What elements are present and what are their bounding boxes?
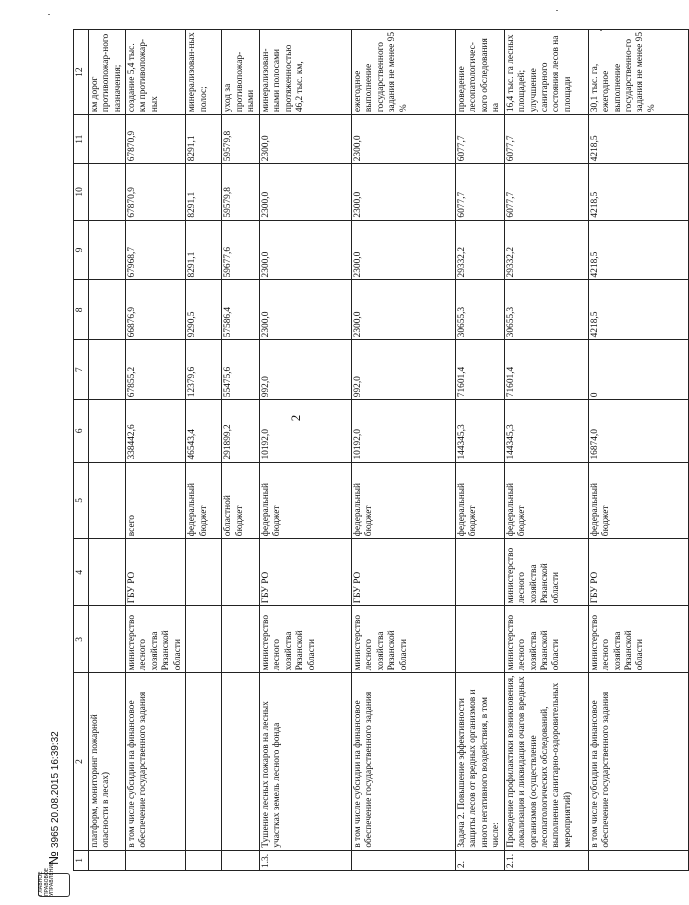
cell-col-10: 2300,0 (259, 164, 351, 220)
cell-col-7: 67855,2 (125, 340, 185, 400)
cell-col-7: 992,0 (351, 340, 455, 400)
table-header-row (74, 30, 89, 871)
registration-text: 3965 20.08.2015 16:39:32 (50, 731, 61, 849)
cell-col-6: 144345,3 (504, 400, 588, 462)
cell-col-10 (88, 164, 125, 220)
cell-col-10: 8291,1 (186, 164, 222, 220)
cell-col-3: министерство лесного хозяйства Рязанской области (351, 606, 455, 673)
cell-col-1 (351, 850, 455, 870)
cell-col-8: 4218,5 (588, 280, 688, 340)
cell-col-6: 10192,0 (259, 400, 351, 462)
cell-col-9: 67968,7 (125, 220, 185, 280)
cell-col-12: минерализован-ных полос; (186, 30, 222, 115)
cell-col-12: создание 5,4 тыс. км противопожар-ных (125, 30, 185, 115)
column-number-9: 9 (74, 220, 89, 280)
cell-col-11: 4218,5 (588, 115, 688, 164)
column-number-5: 5 (74, 462, 89, 539)
cell-col-12: уход за противопожар-ными (222, 30, 259, 115)
cell-col-6: 16874,0 (588, 400, 688, 462)
cell-col-4 (222, 539, 259, 606)
cell-col-5: всего (125, 462, 185, 539)
cell-col-11: 6077,7 (504, 115, 588, 164)
cell-col-11 (88, 115, 125, 164)
cell-col-5: федеральный бюджет (588, 462, 688, 539)
cell-col-5: областной бюджет (222, 462, 259, 539)
cell-col-2: в том числе субсидии на финансовое обеспечение государственного задания (125, 673, 185, 850)
cell-col-11: 2300,0 (351, 115, 455, 164)
cell-col-7: 12379,6 (186, 340, 222, 400)
cell-col-7: 55475,6 (222, 340, 259, 400)
cell-col-11: 8291,1 (186, 115, 222, 164)
cell-col-12: проведение лесопатологичес-кого обследования на (455, 30, 504, 115)
cell-col-11: 2300,0 (259, 115, 351, 164)
table-row (125, 30, 185, 871)
table-row (351, 30, 455, 871)
cell-col-3 (455, 606, 504, 673)
cell-col-12: 16,4 тыс. га лесных площадей; улучшение санитарного состояния лесов на площади (504, 30, 588, 115)
cell-col-1 (588, 850, 688, 870)
cell-col-9: 59677,6 (222, 220, 259, 280)
cell-col-8: 9290,5 (186, 280, 222, 340)
column-number-1: 1 (74, 850, 89, 870)
cell-col-11: 59579,8 (222, 115, 259, 164)
cell-col-6: 338442,6 (125, 400, 185, 462)
cell-col-2: Тушение лесных пожаров на лесных участках земель лесного фонда (259, 673, 351, 850)
cell-col-4 (88, 539, 125, 606)
column-number-7: 7 (74, 340, 89, 400)
cell-col-8: 2300,0 (259, 280, 351, 340)
number-sign: № (46, 851, 61, 865)
table-row (186, 30, 222, 871)
cell-col-5: федеральный бюджет (455, 462, 504, 539)
cell-col-12: 30,1 тыс. га, ежегодное выполнение государственно-го задания не менее 95 % (588, 30, 688, 115)
cell-col-8: 30655,3 (504, 280, 588, 340)
cell-col-8: 2300,0 (351, 280, 455, 340)
cell-col-10: 67870,9 (125, 164, 185, 220)
column-number-6: 6 (74, 400, 89, 462)
cell-col-5: федеральный бюджет (186, 462, 222, 539)
cell-col-7: 0 (588, 340, 688, 400)
cell-col-9 (88, 220, 125, 280)
cell-col-8 (88, 280, 125, 340)
cell-col-10: 59579,8 (222, 164, 259, 220)
registration-number (46, 731, 61, 865)
cell-col-9: 29332,2 (504, 220, 588, 280)
column-number-2: 2 (74, 673, 89, 850)
cell-col-2 (186, 673, 222, 850)
cell-col-10: 6077,7 (455, 164, 504, 220)
column-number-10: 10 (74, 164, 89, 220)
cell-col-4: ГБУ РО (588, 539, 688, 606)
seal-line: ГЛАВНОЕ (38, 871, 44, 896)
cell-col-6: 10192,0 (351, 400, 455, 462)
cell-col-2: в том числе субсидии на финансовое обеспечение государственного задания (351, 673, 455, 850)
cell-col-5 (88, 462, 125, 539)
table-row (88, 30, 125, 871)
cell-col-9: 8291,1 (186, 220, 222, 280)
column-number-12: 12 (74, 30, 89, 115)
cell-col-11: 67870,9 (125, 115, 185, 164)
cell-col-1 (186, 850, 222, 870)
cell-col-4 (186, 539, 222, 606)
cell-col-2: Задача 2. Повышение эффективности защиты лесов от вредных организмов и иного негативного воздействия, в том числе: (455, 673, 504, 850)
cell-col-1: 2. (455, 850, 504, 870)
cell-col-1: 1.3. (259, 850, 351, 870)
cell-col-3: министерство лесного хозяйства Рязанской области (504, 606, 588, 673)
cell-col-4: министерство лесного хозяйства Рязанской области (504, 539, 588, 606)
cell-col-1: 2.1. (504, 850, 588, 870)
cell-col-10: 2300,0 (351, 164, 455, 220)
cell-col-4: ГБУ РО (351, 539, 455, 606)
cell-col-9: 2300,0 (259, 220, 351, 280)
cell-col-1 (222, 850, 259, 870)
table-row (455, 30, 504, 871)
cell-col-9: 2300,0 (351, 220, 455, 280)
legal-department-seal (38, 861, 70, 897)
cell-col-1 (125, 850, 185, 870)
table-row (504, 30, 588, 871)
cell-col-10: 6077,7 (504, 164, 588, 220)
cell-col-2: Проведение профилактики возникновения, локализация и ликвидация очагов вредных организмов (осуществление лесопатологических обследований, выполнение санитарно-оздоровительных мероприятий) (504, 673, 588, 850)
budget-table (73, 29, 689, 871)
cell-col-12: км дорог противопожар-ного назначения; (88, 30, 125, 115)
cell-col-7: 71601,4 (455, 340, 504, 400)
table-row (222, 30, 259, 871)
cell-col-5: федеральный бюджет (504, 462, 588, 539)
column-number-4: 4 (74, 539, 89, 606)
cell-col-3 (186, 606, 222, 673)
seal-line: ПРАВОВОЕ (43, 867, 50, 896)
cell-col-2: в том числе субсидии на финансовое обеспечение государственного задания (588, 673, 688, 850)
cell-col-3: министерство лесного хозяйства Рязанской области (125, 606, 185, 673)
cell-col-12: минерализован-ными полосами протяженностью 46,2 тыс. км, (259, 30, 351, 115)
cell-col-6: 144345,3 (455, 400, 504, 462)
column-number-8: 8 (74, 280, 89, 340)
cell-col-8: 57586,4 (222, 280, 259, 340)
column-number-11: 11 (74, 115, 89, 164)
cell-col-6 (88, 400, 125, 462)
cell-col-3: министерство лесного хозяйства Рязанской области (588, 606, 688, 673)
cell-col-12: ежегодное выполнение государственного задания не менее 95 % (351, 30, 455, 115)
cell-col-3 (222, 606, 259, 673)
cell-col-4 (455, 539, 504, 606)
cell-col-5: федеральный бюджет (259, 462, 351, 539)
table-row (259, 30, 351, 871)
cell-col-9: 29332,2 (455, 220, 504, 280)
table-row (588, 30, 688, 871)
cell-col-6: 291899,2 (222, 400, 259, 462)
cell-col-4: ГБУ РО (259, 539, 351, 606)
cell-col-8: 66876,9 (125, 280, 185, 340)
cell-col-3: министерство лесного хозяйства Рязанской области (259, 606, 351, 673)
cell-col-7: 992,0 (259, 340, 351, 400)
registration-stamp (38, 731, 70, 899)
cell-col-3 (88, 606, 125, 673)
cell-col-5: федеральный бюджет (351, 462, 455, 539)
cell-col-6: 46543,4 (186, 400, 222, 462)
cell-col-11: 6077,7 (455, 115, 504, 164)
page-number: 2 (288, 414, 303, 422)
cell-col-2 (222, 673, 259, 850)
seal-line: УПРАВЛЕНИЕ (49, 861, 55, 896)
cell-col-7: 71601,4 (504, 340, 588, 400)
cell-col-4: ГБУ РО (125, 539, 185, 606)
cell-col-10: 4218,5 (588, 164, 688, 220)
cell-col-9: 4218,5 (588, 220, 688, 280)
cell-col-8: 30655,3 (455, 280, 504, 340)
cell-col-2: платформ, мониторинг пожарной опасности в лесах) (88, 673, 125, 850)
column-number-3: 3 (74, 606, 89, 673)
cell-col-1 (88, 850, 125, 870)
cell-col-7 (88, 340, 125, 400)
